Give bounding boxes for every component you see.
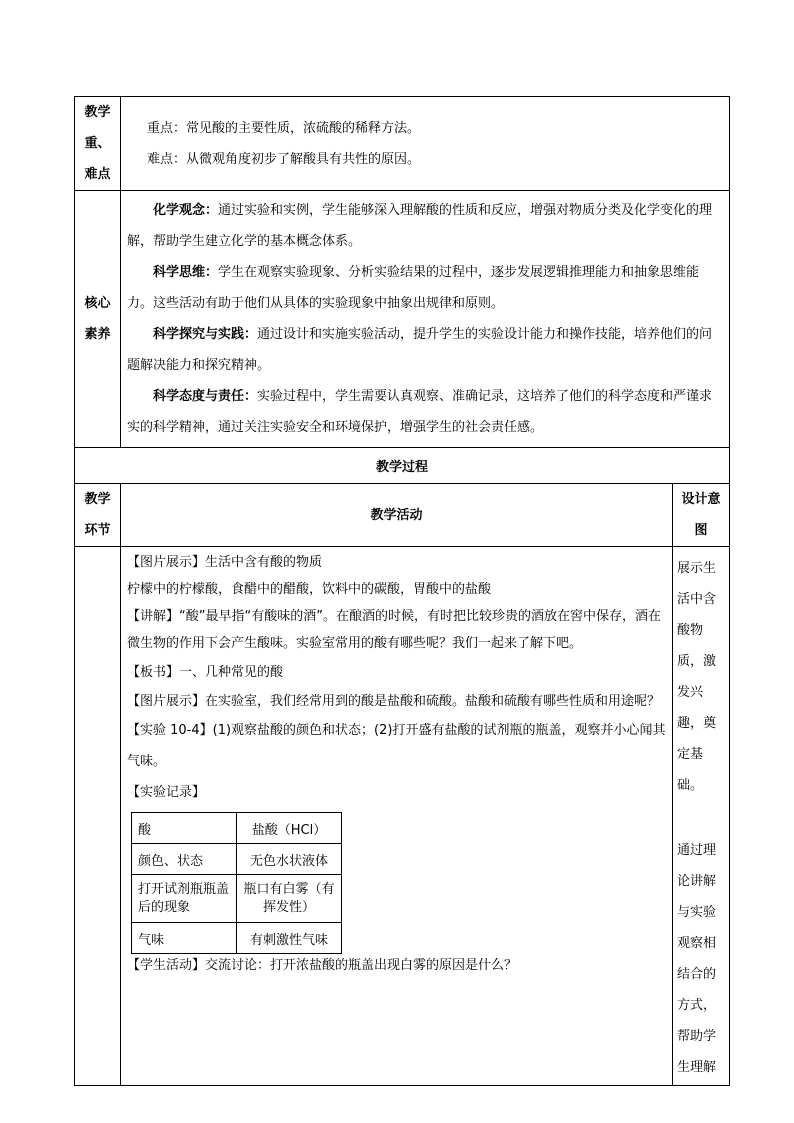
header-activity: 教学活动 xyxy=(121,484,673,547)
record-key: 颜色、状态 xyxy=(132,844,237,875)
lesson-plan-table xyxy=(74,96,730,1086)
record-key: 酸 xyxy=(132,813,237,844)
literacy-title: 科学思维： xyxy=(153,265,219,280)
experiment-record-table xyxy=(131,812,342,954)
activity-line: 【实验 10-4】(1)观察盐酸的颜色和状态；(2)打开盛有盐酸的试剂瓶的瓶盖，观察并小心闻其气味。 xyxy=(127,723,666,769)
literacy-text: 通过实验和实例，学生能够深入理解酸的性质和反应，增强对物质分类及化学变化的理解，帮助学生建立化学的基本概念体系。 xyxy=(127,203,713,249)
literacy-title: 科学探究与实践： xyxy=(153,327,258,342)
core-literacy-row xyxy=(75,191,730,448)
header-line: 环节 xyxy=(84,523,111,538)
process-title: 教学过程 xyxy=(75,448,730,484)
activity-row xyxy=(75,547,730,1086)
label-line: 素养 xyxy=(84,327,111,342)
activity-cell xyxy=(121,547,673,1086)
process-header-row xyxy=(75,484,730,547)
key-difficult-label xyxy=(75,97,121,191)
design-intent-cell xyxy=(673,547,730,1086)
activity-line: 【板书】一、几种常见的酸 xyxy=(127,665,284,680)
literacy-text: 实验过程中，学生需要认真观察、准确记录，这培养了他们的科学态度和严谨求实的科学精神，通过关注实验安全和环境保护，增强学生的社会责任感。 xyxy=(127,389,713,435)
activity-line: 【图片展示】生活中含有酸的物质 xyxy=(127,555,323,570)
literacy-title: 化学观念： xyxy=(153,203,219,218)
header-intent xyxy=(673,484,730,547)
label-line: 重、 xyxy=(84,136,111,151)
record-row xyxy=(132,813,342,844)
activity-line: 【图片展示】在实验室，我们经常用到的酸是盐酸和硫酸。盐酸和硫酸有哪些性质和用途呢？ xyxy=(127,694,661,709)
record-key: 打开试剂瓶瓶盖后的现象 xyxy=(132,875,237,923)
key-difficult-row xyxy=(75,97,730,191)
record-row xyxy=(132,844,342,875)
intent-part2: 通过理论讲解与实验观察相结合的方式，帮助学生理解 xyxy=(677,843,717,1075)
key-point: 重点：常见酸的主要性质，浓硫酸的稀释方法。 xyxy=(147,120,421,136)
label-line: 难点 xyxy=(84,167,111,182)
literacy-title: 科学态度与责任： xyxy=(153,389,258,404)
record-key: 气味 xyxy=(132,923,237,954)
activity-line: 【讲解】“酸”最早指“有酸味的酒”。在酿酒的时候，有时把比较珍贵的酒放在窖中保存，酒在微生物的作用下会产生酸味。实验室常用的酸有哪些呢？我们一起来了解下吧。 xyxy=(127,609,661,651)
activity-line: 【实验记录】 xyxy=(127,785,206,800)
header-line: 教学 xyxy=(84,492,111,507)
process-title-row xyxy=(75,448,730,484)
header-line: 图 xyxy=(694,523,708,538)
record-value: 有刺激性气味 xyxy=(237,923,342,954)
literacy-paragraph xyxy=(127,257,721,319)
literacy-text: 通过设计和实施实验活动，提升学生的实验设计能力和操作技能，培养他们的问题解决能力和探究精神。 xyxy=(127,327,713,373)
record-value: 瓶口有白雾（有挥发性） xyxy=(237,875,342,923)
record-row xyxy=(132,923,342,954)
activity-line: 柠檬中的柠檬酸，食醋中的醋酸，饮料中的碳酸，胃酸中的盐酸 xyxy=(127,582,492,597)
key-difficult-content xyxy=(121,97,730,191)
record-value: 无色水状液体 xyxy=(237,844,342,875)
literacy-paragraph xyxy=(127,195,721,257)
literacy-paragraph xyxy=(127,319,721,381)
literacy-paragraph xyxy=(127,381,721,443)
stage-cell xyxy=(75,547,121,1086)
header-line: 设计意 xyxy=(681,492,721,507)
intent-part1: 展示生活中含酸物质，激发兴趣，奠定基础。 xyxy=(677,561,717,793)
lesson-plan-sheet xyxy=(74,96,729,1086)
activity-line: 【学生活动】交流讨论：打开浓盐酸的瓶盖出现白雾的原因是什么？ xyxy=(127,958,518,973)
header-stage xyxy=(75,484,121,547)
label-line: 教学 xyxy=(84,105,111,120)
core-literacy-label xyxy=(75,191,121,448)
record-value: 盐酸（HCl） xyxy=(237,813,342,844)
core-literacy-content xyxy=(121,191,730,448)
label-line: 核心 xyxy=(84,296,111,311)
literacy-text: 学生在观察实验现象、分析实验结果的过程中，逐步发展逻辑推理能力和抽象思维能力。这些活动有助于他们从具体的实验现象中抽象出规律和原则。 xyxy=(127,265,700,311)
intent-spacer xyxy=(677,801,725,835)
difficult-point: 难点：从微观角度初步了解酸具有共性的原因。 xyxy=(147,151,421,167)
record-row xyxy=(132,875,342,923)
